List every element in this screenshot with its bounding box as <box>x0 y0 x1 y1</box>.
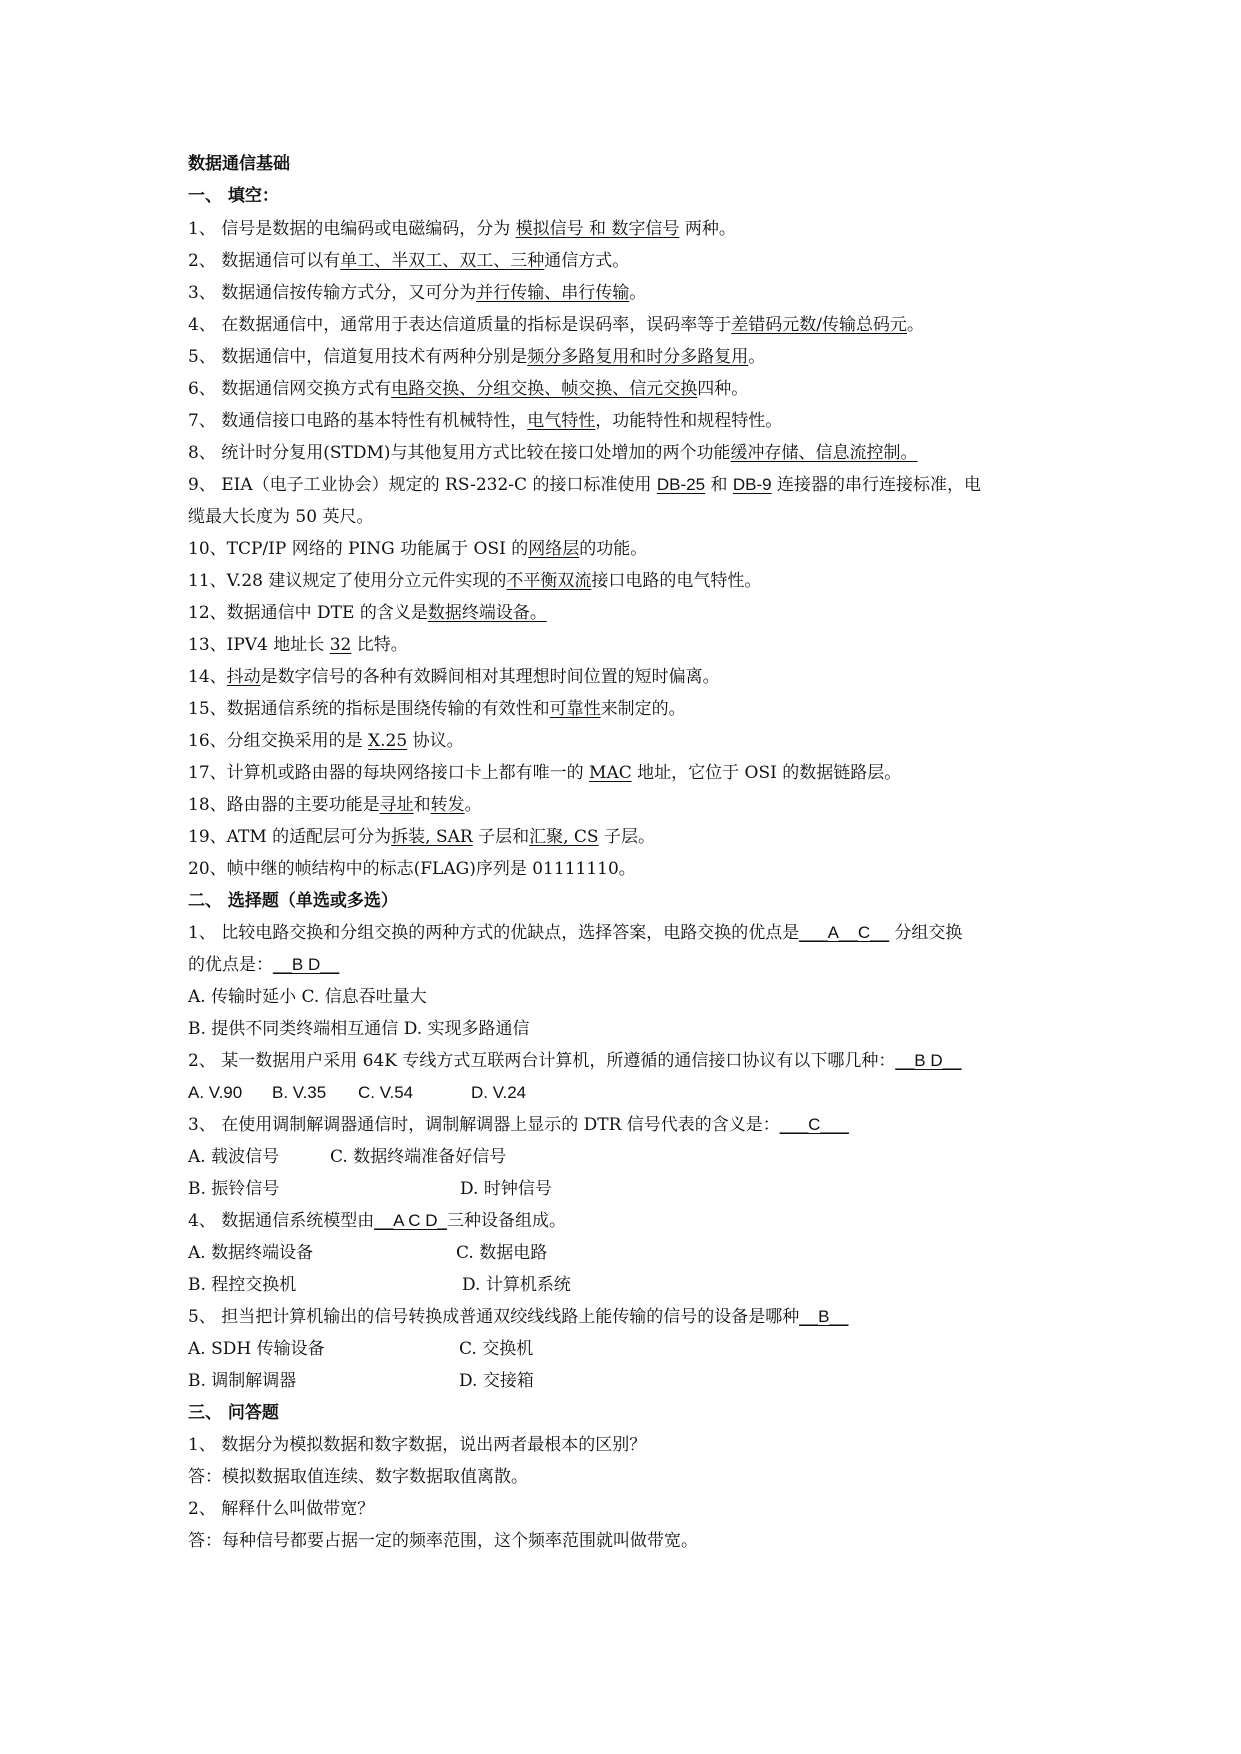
qa-answer-2: 答：每种信号都要占据一定的频率范围，这个频率范围就叫做带宽。 <box>188 1531 698 1551</box>
answer: 数据终端设备。 <box>427 603 547 623</box>
answer: 模拟信号 和 数字信号 <box>515 219 680 239</box>
fill-question-9-cont: 缆最大长度为 50 英尺。 <box>188 507 374 527</box>
document-title: 数据通信基础 <box>188 154 290 174</box>
fill-question-7: 7、 数通信接口电路的基本特性有机械特性，电气特性，功能特性和规程特性。 <box>188 411 783 431</box>
fill-question-6: 6、 数据通信网交换方式有电路交换、分组交换、帧交换、信元交换四种。 <box>188 379 749 399</box>
answer: 不平衡双流 <box>506 571 592 591</box>
choice-question-5-option-a: A. SDH 传输设备 <box>188 1339 325 1359</box>
answer: 网络层 <box>528 539 580 559</box>
choice-question-5: 5、 担当把计算机输出的信号转换成普通双绞线线路上能传输的信号的设备是哪种__B__ <box>188 1307 849 1327</box>
choice-question-4-option-b: B. 程控交换机 <box>188 1275 297 1295</box>
answer: 电路交换、分组交换、帧交换、信元交换 <box>391 379 698 399</box>
fill-question-14: 14、抖动是数字信号的各种有效瞬间相对其理想时间位置的短时偏离。 <box>188 667 720 687</box>
answer: DB-9 <box>732 475 772 494</box>
choice-question-1-cont: 的优点是：__B D__ <box>188 955 340 975</box>
fill-question-20: 20、帧中继的帧结构中的标志(FLAG)序列是 01111110。 <box>188 859 636 879</box>
fill-question-5: 5、 数据通信中，信道复用技术有两种分别是频分多路复用和时分多路复用。 <box>188 347 766 367</box>
answer: DB-25 <box>656 475 706 494</box>
answer: 缓冲存储、信息流控制。 <box>730 443 918 463</box>
fill-question-11: 11、V.28 建议规定了使用分立元件实现的不平衡双流接口电路的电气特性。 <box>188 571 762 591</box>
answer: MAC <box>589 763 632 783</box>
fill-question-15: 15、数据通信系统的指标是围绕传输的有效性和可靠性来制定的。 <box>188 699 686 719</box>
fill-question-12: 12、数据通信中 DTE 的含义是数据终端设备。 <box>188 603 547 623</box>
choice-question-2-option-a: A. V.90 <box>188 1083 243 1102</box>
fill-question-2: 2、 数据通信可以有单工、半双工、双工、三种通信方式。 <box>188 251 630 271</box>
answer: __B D__ <box>273 955 340 974</box>
choice-question-3-option-d: D. 时钟信号 <box>460 1179 552 1199</box>
answer: 抖动 <box>226 667 261 687</box>
choice-question-5-option-c: C. 交换机 <box>459 1339 534 1359</box>
choice-question-2: 2、 某一数据用户采用 64K 专线方式互联两台计算机，所遵循的通信接口协议有以下哪几种：__B D__ <box>188 1051 962 1071</box>
answer: __B D__ <box>895 1051 962 1070</box>
answer: X.25 <box>368 731 408 751</box>
fill-question-19: 19、ATM 的适配层可分为拆装, SAR 子层和汇聚, CS 子层。 <box>188 827 655 847</box>
choice-question-5-option-b: B. 调制解调器 <box>188 1371 297 1391</box>
choice-question-5-option-d: D. 交接箱 <box>459 1371 534 1391</box>
answer: __A C D_ <box>374 1211 447 1230</box>
answer: 转发 <box>430 795 465 815</box>
choice-question-2-option-d: D. V.24 <box>471 1083 527 1102</box>
qa-answer-1: 答：模拟数据取值连续、数字数据取值离散。 <box>188 1467 528 1487</box>
choice-question-1-options-1: A. 传输时延小 C. 信息吞吐量大 <box>188 987 427 1007</box>
section-heading-fill-blank: 一、 填空： <box>188 186 279 206</box>
choice-question-3-option-a: A. 载波信号 <box>188 1147 280 1167</box>
choice-question-3-option-c: C. 数据终端准备好信号 <box>330 1147 507 1167</box>
fill-question-13: 13、IPV4 地址长 32 比特。 <box>188 635 408 655</box>
choice-question-4-option-c: C. 数据电路 <box>456 1243 548 1263</box>
answer: 并行传输、串行传输 <box>476 283 630 303</box>
answer: 单工、半双工、双工、三种 <box>340 251 545 271</box>
answer: ___C___ <box>779 1115 849 1134</box>
choice-question-2-option-c: C. V.54 <box>358 1083 414 1102</box>
fill-question-3: 3、 数据通信按传输方式分，又可分为并行传输、串行传输。 <box>188 283 647 303</box>
fill-question-8: 8、 统计时分复用(STDM)与其他复用方式比较在接口处增加的两个功能缓冲存储、信息流控制。 <box>188 443 918 463</box>
answer: 频分多路复用和时分多路复用 <box>527 347 749 367</box>
answer: 32 <box>329 635 352 655</box>
answer: 差错码元数/传输总码元 <box>731 315 907 335</box>
section-heading-qa: 三、 问答题 <box>188 1403 279 1423</box>
qa-question-1: 1、 数据分为模拟数据和数字数据，说出两者最根本的区别？ <box>188 1435 647 1455</box>
qa-question-2: 2、 解释什么叫做带宽？ <box>188 1499 375 1519</box>
fill-question-16: 16、分组交换采用的是 X.25 协议。 <box>188 731 464 751</box>
fill-question-10: 10、TCP/IP 网络的 PING 功能属于 OSI 的网络层的功能。 <box>188 539 648 559</box>
answer: 可靠性 <box>549 699 601 719</box>
choice-question-3-option-b: B. 振铃信号 <box>188 1179 280 1199</box>
answer: 汇聚, CS <box>529 827 599 847</box>
answer: 寻址 <box>379 795 414 815</box>
fill-question-4: 4、 在数据通信中，通常用于表达信道质量的指标是误码率，误码率等于差错码元数/传输总码元。 <box>188 315 924 335</box>
answer: 拆装, SAR <box>391 827 473 847</box>
choice-question-4-option-d: D. 计算机系统 <box>462 1275 571 1295</box>
choice-question-1-options-2: B. 提供不同类终端相互通信 D. 实现多路通信 <box>188 1019 530 1039</box>
choice-question-1: 1、 比较电路交换和分组交换的两种方式的优缺点，选择答案，电路交换的优点是___A__C__ 分组交换 <box>188 923 963 943</box>
section-heading-choice: 二、 选择题（单选或多选） <box>188 891 398 911</box>
choice-question-4-option-a: A. 数据终端设备 <box>188 1243 314 1263</box>
answer: ___A__C__ <box>799 923 890 942</box>
choice-question-3: 3、 在使用调制解调器通信时，调制解调器上显示的 DTR 信号代表的含义是：___C___ <box>188 1115 849 1135</box>
fill-question-1: 1、 信号是数据的电编码或电磁编码，分为 模拟信号 和 数字信号 两种。 <box>188 219 736 239</box>
choice-question-2-option-b: B. V.35 <box>272 1083 327 1102</box>
answer: __B__ <box>799 1307 849 1326</box>
choice-question-4: 4、 数据通信系统模型由__A C D_三种设备组成。 <box>188 1211 566 1231</box>
fill-question-9: 9、 EIA（电子工业协会）规定的 RS-232-C 的接口标准使用 DB-25 和 DB-9 连接器的串行连接标准，电 <box>188 475 981 495</box>
fill-question-17: 17、计算机或路由器的每块网络接口卡上都有唯一的 MAC 地址，它位于 OSI 的数据链路层。 <box>188 763 902 783</box>
answer: 电气特性 <box>527 411 596 431</box>
fill-question-18: 18、路由器的主要功能是寻址和转发。 <box>188 795 482 815</box>
